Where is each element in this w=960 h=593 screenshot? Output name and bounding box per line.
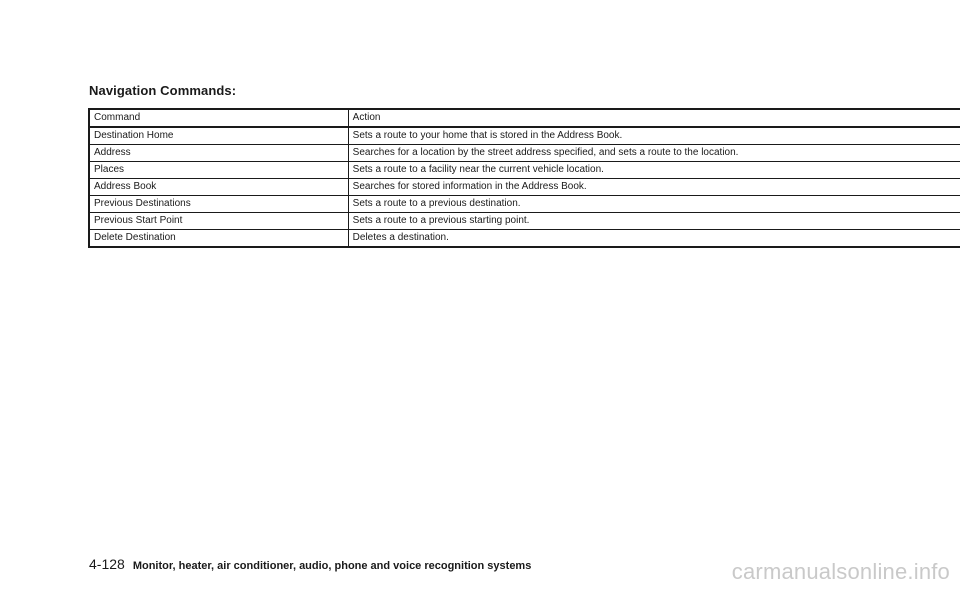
command-cell: Delete Destination <box>89 230 348 248</box>
chapter-title: Monitor, heater, air conditioner, audio, phone and voice recognition systems <box>132 560 532 572</box>
table-row <box>89 179 960 196</box>
page-footer <box>89 556 531 572</box>
table-row <box>89 145 960 162</box>
command-cell: Destination Home <box>89 127 348 145</box>
table-header-row <box>89 109 960 127</box>
page-number: 4-128 <box>89 556 125 572</box>
section-title: Navigation Commands: <box>89 83 237 98</box>
table-row <box>89 230 960 248</box>
navigation-commands-table <box>88 108 960 248</box>
column-header-command: Command <box>89 109 348 127</box>
action-cell: Deletes a destination. <box>348 230 960 248</box>
action-cell: Searches for a location by the street address specified, and sets a route to the location. <box>348 145 960 162</box>
command-cell: Places <box>89 162 348 179</box>
table-row <box>89 162 960 179</box>
watermark: carmanualsonline.info <box>731 559 950 584</box>
table-row <box>89 196 960 213</box>
command-cell: Previous Destinations <box>89 196 348 213</box>
table-row <box>89 127 960 145</box>
action-cell: Searches for stored information in the Address Book. <box>348 179 960 196</box>
action-cell: Sets a route to a previous destination. <box>348 196 960 213</box>
column-header-action: Action <box>348 109 960 127</box>
command-cell: Previous Start Point <box>89 213 348 230</box>
command-cell: Address <box>89 145 348 162</box>
command-cell: Address Book <box>89 179 348 196</box>
action-cell: Sets a route to a facility near the current vehicle location. <box>348 162 960 179</box>
table-row <box>89 213 960 230</box>
action-cell: Sets a route to your home that is stored in the Address Book. <box>348 127 960 145</box>
action-cell: Sets a route to a previous starting point. <box>348 213 960 230</box>
